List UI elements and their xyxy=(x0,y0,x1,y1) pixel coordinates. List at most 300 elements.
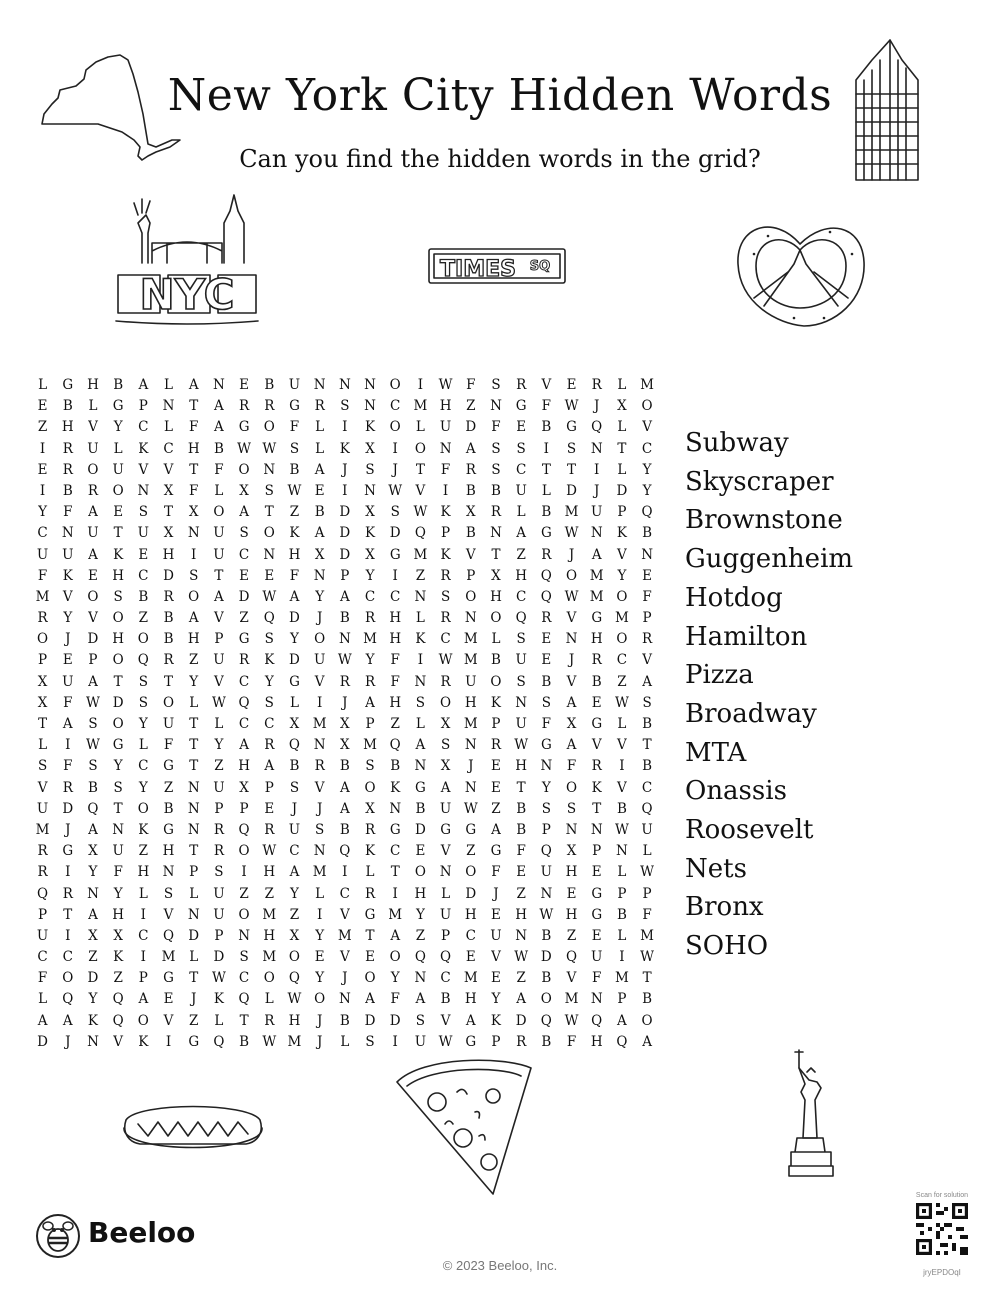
grid-letter: S xyxy=(88,758,98,775)
grid-letter: N xyxy=(187,779,200,796)
grid-letter: G xyxy=(389,821,401,838)
grid-letter: S xyxy=(365,758,375,775)
grid-letter: Y xyxy=(642,461,652,478)
grid-letter: E xyxy=(37,398,48,415)
grid-letter: W xyxy=(262,843,277,860)
grid-letter: O xyxy=(490,610,502,627)
grid-letter: X xyxy=(340,716,350,732)
grid-letter: F xyxy=(566,1033,577,1050)
grid-letter: S xyxy=(491,461,501,478)
grid-letter: Z xyxy=(214,758,224,775)
grid-letter: G xyxy=(515,398,527,415)
grid-letter: B xyxy=(541,970,552,987)
grid-letter: S xyxy=(88,716,98,732)
grid-letter: S xyxy=(516,673,526,690)
grid-letter: W xyxy=(287,482,302,499)
grid-letter: W xyxy=(413,504,428,521)
grid-letter: O xyxy=(263,525,275,542)
grid-letter: X xyxy=(566,843,577,860)
grid-letter: D xyxy=(213,949,225,966)
grid-letter: N xyxy=(590,525,603,542)
grid-letter: C xyxy=(238,970,250,987)
grid-letter: R xyxy=(213,821,224,838)
grid-letter: D xyxy=(87,970,99,987)
grid-letter: G xyxy=(188,1033,200,1050)
grid-letter: X xyxy=(491,567,501,584)
grid-letter: B xyxy=(62,398,73,415)
grid-letter: A xyxy=(214,419,224,436)
grid-letter: R xyxy=(364,673,376,690)
grid-letter: R xyxy=(62,440,73,457)
grid-letter: T xyxy=(113,800,123,817)
grid-letter: B xyxy=(541,419,552,436)
grid-letter: E xyxy=(566,885,577,902)
grid-letter: H xyxy=(464,991,477,1008)
grid-letter: N xyxy=(641,546,653,563)
grid-letter: O xyxy=(616,588,628,605)
grid-letter: N xyxy=(162,864,175,881)
grid-letter: N xyxy=(540,758,553,775)
grid-letter: M xyxy=(640,377,654,393)
grid-letter: M xyxy=(262,949,277,966)
grid-letter: U xyxy=(465,673,477,690)
grid-letter: A xyxy=(516,525,527,542)
grid-letter: V xyxy=(339,906,350,923)
grid-letter: Z xyxy=(37,419,48,436)
grid-letter: H xyxy=(238,758,250,775)
grid-letter: P xyxy=(441,525,451,542)
grid-letter: S xyxy=(415,1012,426,1029)
grid-letter: H xyxy=(187,631,200,648)
grid-letter: E xyxy=(62,652,73,669)
grid-letter: U xyxy=(213,525,225,542)
grid-letter: R xyxy=(239,652,250,669)
grid-letter: X xyxy=(440,758,451,775)
grid-letter: B xyxy=(289,461,300,478)
grid-letter: T xyxy=(113,673,123,690)
grid-letter: C xyxy=(238,716,250,732)
grid-letter: J xyxy=(468,758,474,775)
grid-letter: O xyxy=(414,440,426,457)
grid-letter: I xyxy=(442,482,449,499)
grid-letter: J xyxy=(342,970,348,987)
grid-letter: S xyxy=(138,673,148,690)
grid-letter: W xyxy=(614,694,629,711)
flatiron-building-illustration xyxy=(852,38,922,183)
grid-letter: P xyxy=(617,504,627,521)
grid-letter: U xyxy=(439,800,452,817)
grid-letter: Q xyxy=(213,1033,225,1050)
grid-letter: L xyxy=(88,398,98,415)
word-list-item: SOHO xyxy=(685,931,769,962)
grid-letter: Q xyxy=(162,927,175,944)
grid-letter: D xyxy=(339,525,351,542)
times-sign-sup: SQ xyxy=(529,259,551,274)
grid-letter: Z xyxy=(138,843,149,860)
grid-letter: N xyxy=(464,737,477,754)
grid-letter: Q xyxy=(288,970,300,987)
grid-letter: R xyxy=(37,843,48,860)
pretzel-illustration xyxy=(734,214,869,332)
grid-letter: X xyxy=(289,927,300,944)
grid-letter: N xyxy=(565,631,578,648)
grid-letter: L xyxy=(138,737,148,754)
grid-letter: V xyxy=(566,610,577,627)
grid-letter: O xyxy=(112,716,124,732)
grid-letter: P xyxy=(642,610,652,627)
grid-letter: K xyxy=(364,419,376,436)
grid-letter: C xyxy=(138,758,149,775)
grid-letter: Q xyxy=(112,1012,124,1029)
grid-letter: B xyxy=(616,800,627,817)
grid-letter: U xyxy=(313,652,326,669)
grid-letter: T xyxy=(214,567,224,584)
grid-letter: R xyxy=(364,821,376,838)
grid-letter: E xyxy=(591,927,602,944)
grid-letter: O xyxy=(414,864,426,881)
grid-letter: V xyxy=(491,949,501,966)
grid-letter: Q xyxy=(540,567,552,584)
grid-letter: R xyxy=(314,398,325,415)
scan-for-solution-label: Scan for solution xyxy=(915,1192,969,1199)
grid-letter: V xyxy=(163,1012,174,1029)
grid-letter: W xyxy=(640,949,655,966)
grid-letter: O xyxy=(641,1012,653,1029)
grid-letter: O xyxy=(137,631,149,648)
grid-letter: M xyxy=(614,610,629,627)
grid-letter: L xyxy=(38,737,48,754)
grid-letter: V xyxy=(88,419,98,436)
grid-letter: D xyxy=(62,800,74,817)
grid-letter: W xyxy=(211,970,226,987)
grid-letter: F xyxy=(214,461,224,478)
grid-letter: I xyxy=(392,440,398,457)
grid-letter: O xyxy=(213,504,225,521)
grid-letter: O xyxy=(162,694,175,711)
grid-letter: Y xyxy=(88,991,98,1008)
grid-letter: U xyxy=(213,652,225,669)
grid-letter: H xyxy=(490,588,502,605)
grid-letter: W xyxy=(463,800,478,817)
grid-letter: P xyxy=(239,800,249,817)
grid-letter: W xyxy=(388,482,403,499)
grid-letter: S xyxy=(541,694,551,711)
grid-letter: U xyxy=(540,864,553,881)
grid-letter: G xyxy=(566,419,577,436)
grid-letter: Q xyxy=(62,991,74,1008)
grid-letter: E xyxy=(516,419,527,436)
grid-letter: F xyxy=(37,970,48,987)
grid-letter: B xyxy=(541,927,552,944)
grid-letter: M xyxy=(463,631,478,648)
grid-letter: G xyxy=(289,673,300,690)
grid-letter: K xyxy=(490,694,502,711)
grid-letter: K xyxy=(490,1012,502,1029)
grid-letter: N xyxy=(313,377,326,393)
grid-letter: Q xyxy=(414,525,426,542)
grid-letter: A xyxy=(314,461,325,478)
grid-letter: K xyxy=(390,779,401,796)
grid-letter: I xyxy=(140,949,147,966)
grid-letter: I xyxy=(191,546,197,563)
grid-letter: A xyxy=(642,673,652,690)
grid-letter: U xyxy=(591,949,603,966)
grid-letter: A xyxy=(415,737,426,754)
grid-letter: C xyxy=(515,461,527,478)
grid-letter: B xyxy=(289,758,300,775)
grid-letter: N xyxy=(61,525,74,542)
grid-letter: J xyxy=(392,461,398,478)
grid-letter: F xyxy=(642,588,652,605)
grid-letter: O xyxy=(364,970,376,987)
grid-letter: U xyxy=(87,440,99,457)
grid-letter: G xyxy=(112,737,124,754)
grid-letter: O xyxy=(263,970,275,987)
grid-letter: R xyxy=(37,610,48,627)
grid-letter: Q xyxy=(288,737,300,754)
grid-letter: Z xyxy=(491,800,501,817)
grid-letter: B xyxy=(239,1033,250,1050)
grid-letter: U xyxy=(515,482,527,499)
grid-letter: N xyxy=(338,631,351,648)
grid-letter: N xyxy=(439,864,452,881)
grid-letter: B xyxy=(642,758,653,775)
grid-letter: B xyxy=(541,673,552,690)
grid-letter: H xyxy=(565,906,578,923)
grid-letter: E xyxy=(239,567,250,584)
grid-letter: O xyxy=(465,588,477,605)
grid-letter: Y xyxy=(617,567,627,584)
grid-letter: M xyxy=(413,546,428,563)
grid-letter: M xyxy=(312,864,327,881)
grid-letter: H xyxy=(590,1033,603,1050)
grid-letter: F xyxy=(440,461,451,478)
grid-letter: L xyxy=(617,927,627,944)
grid-letter: O xyxy=(565,567,578,584)
grid-letter: Y xyxy=(290,631,299,648)
grid-letter: J xyxy=(65,631,71,648)
grid-letter: W xyxy=(564,1012,579,1029)
grid-letter: H xyxy=(263,864,276,881)
grid-letter: P xyxy=(340,567,350,584)
grid-letter: I xyxy=(619,949,625,966)
grid-letter: T xyxy=(189,843,199,860)
grid-letter: P xyxy=(214,631,224,648)
grid-letter: Y xyxy=(365,567,375,584)
qr-code-icon[interactable] xyxy=(916,1203,968,1255)
grid-letter: R xyxy=(440,673,451,690)
grid-letter: G xyxy=(540,737,552,754)
grid-letter: I xyxy=(65,737,71,754)
grid-letter: Z xyxy=(415,567,426,584)
grid-letter: F xyxy=(189,482,199,499)
grid-letter: O xyxy=(364,779,376,796)
grid-letter: V xyxy=(617,737,627,754)
grid-letter: R xyxy=(264,821,275,838)
grid-letter: L xyxy=(214,1012,224,1029)
grid-letter: J xyxy=(65,1033,71,1050)
grid-letter: R xyxy=(37,864,48,881)
grid-letter: W xyxy=(86,694,100,711)
grid-letter: N xyxy=(464,779,477,796)
grid-letter: Z xyxy=(113,970,123,987)
grid-letter: A xyxy=(365,991,375,1008)
grid-letter: L xyxy=(365,864,375,881)
grid-letter: U xyxy=(490,927,502,944)
grid-letter: U xyxy=(439,906,452,923)
grid-letter: L xyxy=(315,419,325,436)
grid-letter: A xyxy=(415,991,426,1008)
grid-letter: C xyxy=(339,885,351,902)
grid-letter: E xyxy=(591,694,602,711)
grid-letter: S xyxy=(214,864,224,881)
grid-letter: I xyxy=(342,419,348,436)
grid-letter: B xyxy=(616,906,627,923)
grid-letter: Z xyxy=(189,652,199,669)
grid-letter: G xyxy=(440,821,451,838)
grid-letter: R xyxy=(163,588,174,605)
grid-letter: T xyxy=(113,525,123,542)
grid-letter: R xyxy=(364,885,376,902)
grid-letter: Q xyxy=(565,949,578,966)
grid-letter: H xyxy=(565,864,578,881)
grid-letter: D xyxy=(566,482,577,499)
grid-letter: K xyxy=(415,631,426,648)
grid-letter: Y xyxy=(642,482,652,499)
grid-letter: N xyxy=(364,377,376,393)
grid-letter: S xyxy=(516,440,526,457)
grid-letter: S xyxy=(264,694,274,711)
grid-letter: Q xyxy=(515,610,527,627)
grid-letter: O xyxy=(490,673,502,690)
grid-letter: Z xyxy=(138,610,149,627)
grid-letter: N xyxy=(364,482,376,499)
grid-letter: F xyxy=(390,991,400,1008)
grid-letter: T xyxy=(541,461,551,478)
grid-letter: C xyxy=(289,843,300,860)
grid-letter: C xyxy=(465,927,476,944)
grid-letter: C xyxy=(440,631,451,648)
grid-letter: G xyxy=(591,610,603,627)
grid-letter: S xyxy=(264,631,274,648)
grid-letter: U xyxy=(515,716,527,732)
grid-letter: F xyxy=(113,864,123,881)
grid-letter: N xyxy=(338,377,351,393)
grid-letter: O xyxy=(465,864,477,881)
grid-letter: M xyxy=(363,631,377,648)
grid-letter: O xyxy=(641,398,653,415)
grid-letter: B xyxy=(163,631,174,648)
grid-letter: B xyxy=(415,800,426,817)
grid-letter: A xyxy=(62,716,73,732)
grid-letter: Y xyxy=(113,885,123,902)
grid-letter: E xyxy=(642,567,653,584)
grid-letter: A xyxy=(440,779,451,796)
grid-letter: I xyxy=(140,906,147,923)
grid-letter: B xyxy=(390,758,401,775)
word-list-item: Hotdog xyxy=(685,582,783,613)
grid-letter: N xyxy=(590,991,603,1008)
grid-letter: B xyxy=(465,525,476,542)
grid-letter: K xyxy=(113,949,124,966)
grid-letter: V xyxy=(62,588,73,605)
grid-letter: Q xyxy=(540,1012,552,1029)
grid-letter: V xyxy=(465,546,476,563)
grid-letter: A xyxy=(491,821,501,838)
grid-letter: M xyxy=(564,504,579,521)
grid-letter: I xyxy=(316,906,323,923)
grid-letter: X xyxy=(289,716,300,732)
grid-letter: C xyxy=(641,440,653,457)
grid-letter: W xyxy=(438,1033,453,1050)
grid-letter: X xyxy=(465,504,476,521)
grid-letter: R xyxy=(465,461,476,478)
grid-letter: A xyxy=(37,1012,48,1029)
grid-letter: Y xyxy=(138,716,148,732)
grid-letter: S xyxy=(541,800,551,817)
grid-letter: O xyxy=(87,588,99,605)
grid-letter: V xyxy=(138,461,149,478)
grid-letter: W xyxy=(337,652,352,669)
grid-letter: V xyxy=(642,419,652,436)
grid-letter: H xyxy=(389,631,402,648)
grid-letter: M xyxy=(614,970,629,987)
grid-letter: B xyxy=(213,440,224,457)
grid-letter: L xyxy=(164,419,174,436)
grid-letter: U xyxy=(213,885,225,902)
grid-letter: U xyxy=(288,821,301,838)
grid-letter: Q xyxy=(540,843,552,860)
grid-letter: S xyxy=(289,779,300,796)
grid-letter: C xyxy=(138,927,149,944)
grid-letter: D xyxy=(87,631,99,648)
grid-letter: N xyxy=(313,843,326,860)
grid-letter: O xyxy=(389,949,401,966)
grid-letter: M xyxy=(363,737,377,754)
grid-letter: N xyxy=(112,821,125,838)
grid-letter: Z xyxy=(88,949,98,966)
grid-letter: D xyxy=(389,1012,401,1029)
grid-letter: X xyxy=(163,482,174,499)
grid-letter: S xyxy=(365,461,375,478)
grid-letter: C xyxy=(364,588,376,605)
grid-letter: I xyxy=(417,652,424,669)
grid-letter: B xyxy=(88,779,98,796)
grid-letter: R xyxy=(541,610,552,627)
grid-letter: H xyxy=(61,419,74,436)
grid-letter: W xyxy=(514,949,529,966)
grid-letter: L xyxy=(264,991,274,1008)
grid-letter: N xyxy=(414,970,427,987)
grid-letter: L xyxy=(113,440,123,457)
grid-letter: O xyxy=(112,610,124,627)
grid-letter: Y xyxy=(38,504,48,521)
grid-letter: V xyxy=(617,779,627,796)
grid-letter: Y xyxy=(491,991,501,1008)
grid-letter: Q xyxy=(238,694,250,711)
grid-letter: W xyxy=(438,377,453,393)
grid-letter: X xyxy=(37,673,48,690)
grid-letter: R xyxy=(642,631,653,648)
grid-letter: L xyxy=(315,440,325,457)
grid-letter: H xyxy=(439,398,452,415)
grid-letter: Y xyxy=(315,588,325,605)
grid-letter: X xyxy=(617,398,627,415)
grid-letter: O xyxy=(389,419,401,436)
grid-letter: N xyxy=(389,800,402,817)
grid-letter: V xyxy=(163,906,174,923)
grid-letter: V xyxy=(37,779,48,796)
